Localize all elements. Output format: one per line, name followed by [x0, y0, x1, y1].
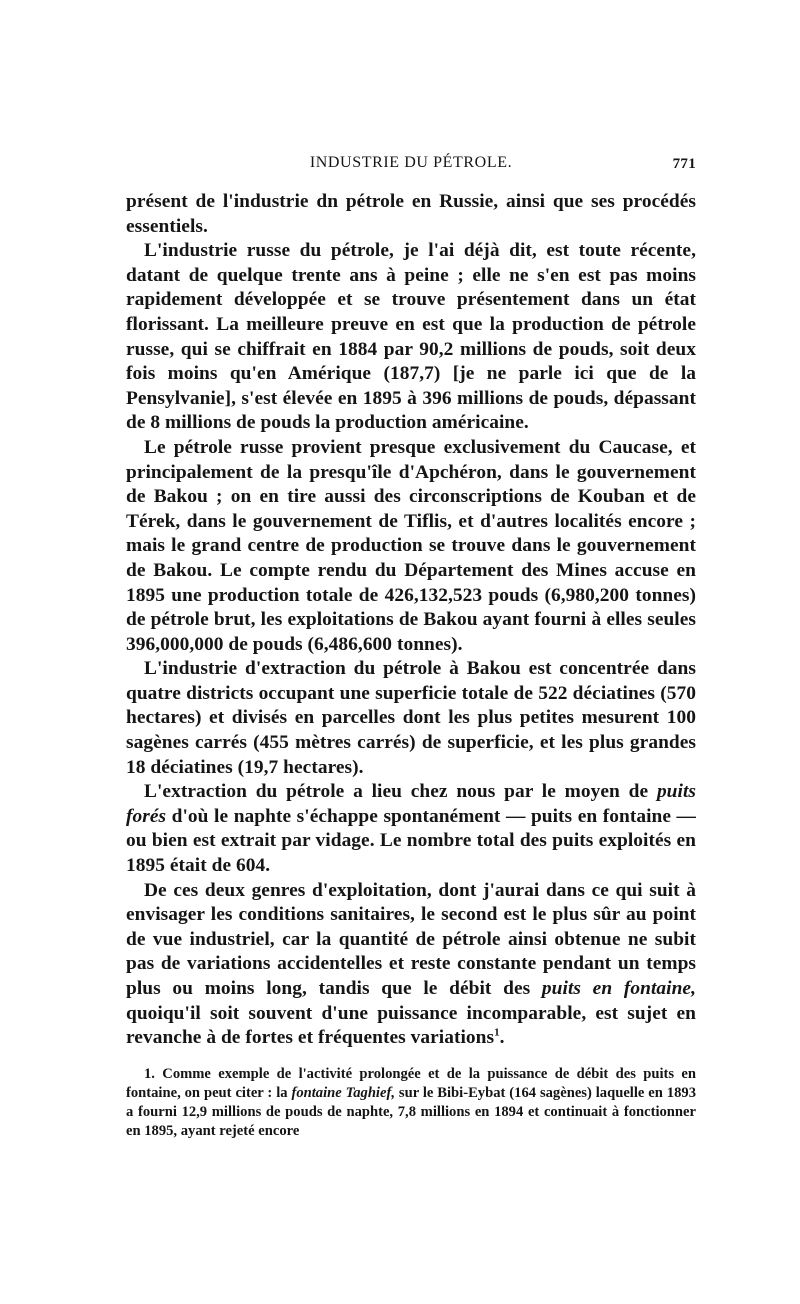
footnote-text-a: 1. Comme exemple de l'activité prolongée et de la puissance de débit des puits en fontaine, on peut citer : la — [126, 1065, 696, 1101]
footnote-emphasis: fontaine Taghief, — [291, 1084, 395, 1101]
footnote — [126, 1065, 696, 1141]
paragraph-2: L'industrie russe du pétrole, je l'ai déjà dit, est toute récente, datant de quelque trente ans à peine ; elle ne s'en est pas moins rapidement développée et se trouve présentement dans un état florissant. La meilleure preuve en est que la production de pétrole russe, qui se chiffrait en 1884 par 90,2 millions de pouds, soit deux fois moins qu'en Amérique (187,7) [je ne parle ici que de la Pensylvanie], s'est élevée en 1895 à 396 millions de pouds, dépassant de 8 millions de pouds la production américaine. — [126, 240, 696, 434]
paragraph-6-end: . — [499, 1027, 505, 1049]
paragraph-3: Le pétrole russe provient presque exclusivement du Caucase, et principalement de la presqu'île d'Apchéron, dans le gouvernement de Bakou ; on en tire aussi des circonscriptions de Kouban et de Térek, dans le gouvernement de Tiflis, et d'autres localités encore ; mais le grand centre de production se trouve dans le gouvernement de Bakou. Le compte rendu du Département des Mines accuse en 1895 une production totale de 426,132,523 pouds (6,980,200 tonnes) de pétrole brut, les exploitations de Bakou ayant fourni à elles seules 396,000,000 de pouds (6,486,600 tonnes). — [126, 436, 696, 655]
body-text — [126, 190, 696, 1051]
document-page — [126, 150, 696, 1140]
footnote-reference[interactable]: 1 — [494, 1026, 500, 1039]
paragraph-5-text-a: L'extraction du pétrole a lieu chez nous par le moyen de — [144, 781, 657, 803]
page-number: 771 — [672, 156, 696, 172]
paragraph-1: présent de l'industrie dn pétrole en Russie, ainsi que ses procédés essentiels. — [126, 191, 696, 237]
footnote-text — [126, 1065, 696, 1141]
paragraph-5 — [126, 780, 696, 878]
paragraph-6-text-b: quoiqu'il soit souvent d'une puissance incomparable, est sujet en revanche à de fortes et fréquentes variations — [126, 1002, 696, 1049]
paragraph-6-emphasis: puits en fontaine, — [541, 978, 696, 999]
running-title: INDUSTRIE DU PÉTROLE. — [309, 154, 513, 171]
paragraph-5-text-b: d'où le naphte s'échappe spontanément — puits en fontaine — ou bien est extrait par vidage. Le nombre total des puits exploités en 1895 était de 604. — [126, 805, 696, 877]
footnote-text-b: sur le Bibi-Eybat (164 sagènes) laquelle en 1893 a fourni 12,9 millions de pouds de naphte, 7,8 millions en 1894 et continuait à fonctionner en 1895, ayant rejeté encore — [126, 1084, 696, 1139]
paragraph-6 — [126, 879, 696, 1051]
paragraph-4: L'industrie d'extraction du pétrole à Bakou est concentrée dans quatre districts occupant une superficie totale de 522 déciatines (570 hectares) et divisés en parcelles dont les plus petites mesurent 100 sagènes carrés (455 mètres carrés) de superficie, et les plus grandes 18 déciatines (19,7 hectares). — [126, 658, 696, 778]
paragraph-5-emphasis: puits forés — [126, 781, 696, 827]
running-head — [126, 150, 696, 180]
paragraph-6-text-a: De ces deux genres d'exploitation, dont j'aurai dans ce qui suit à envisager les conditions sanitaires, le second est le plus sûr au point de vue industriel, car la quantité de pétrole ainsi obtenue ne subit pas de variations accidentelles et reste constante pendant un temps plus ou moins long, tandis que le débit des — [126, 879, 696, 999]
